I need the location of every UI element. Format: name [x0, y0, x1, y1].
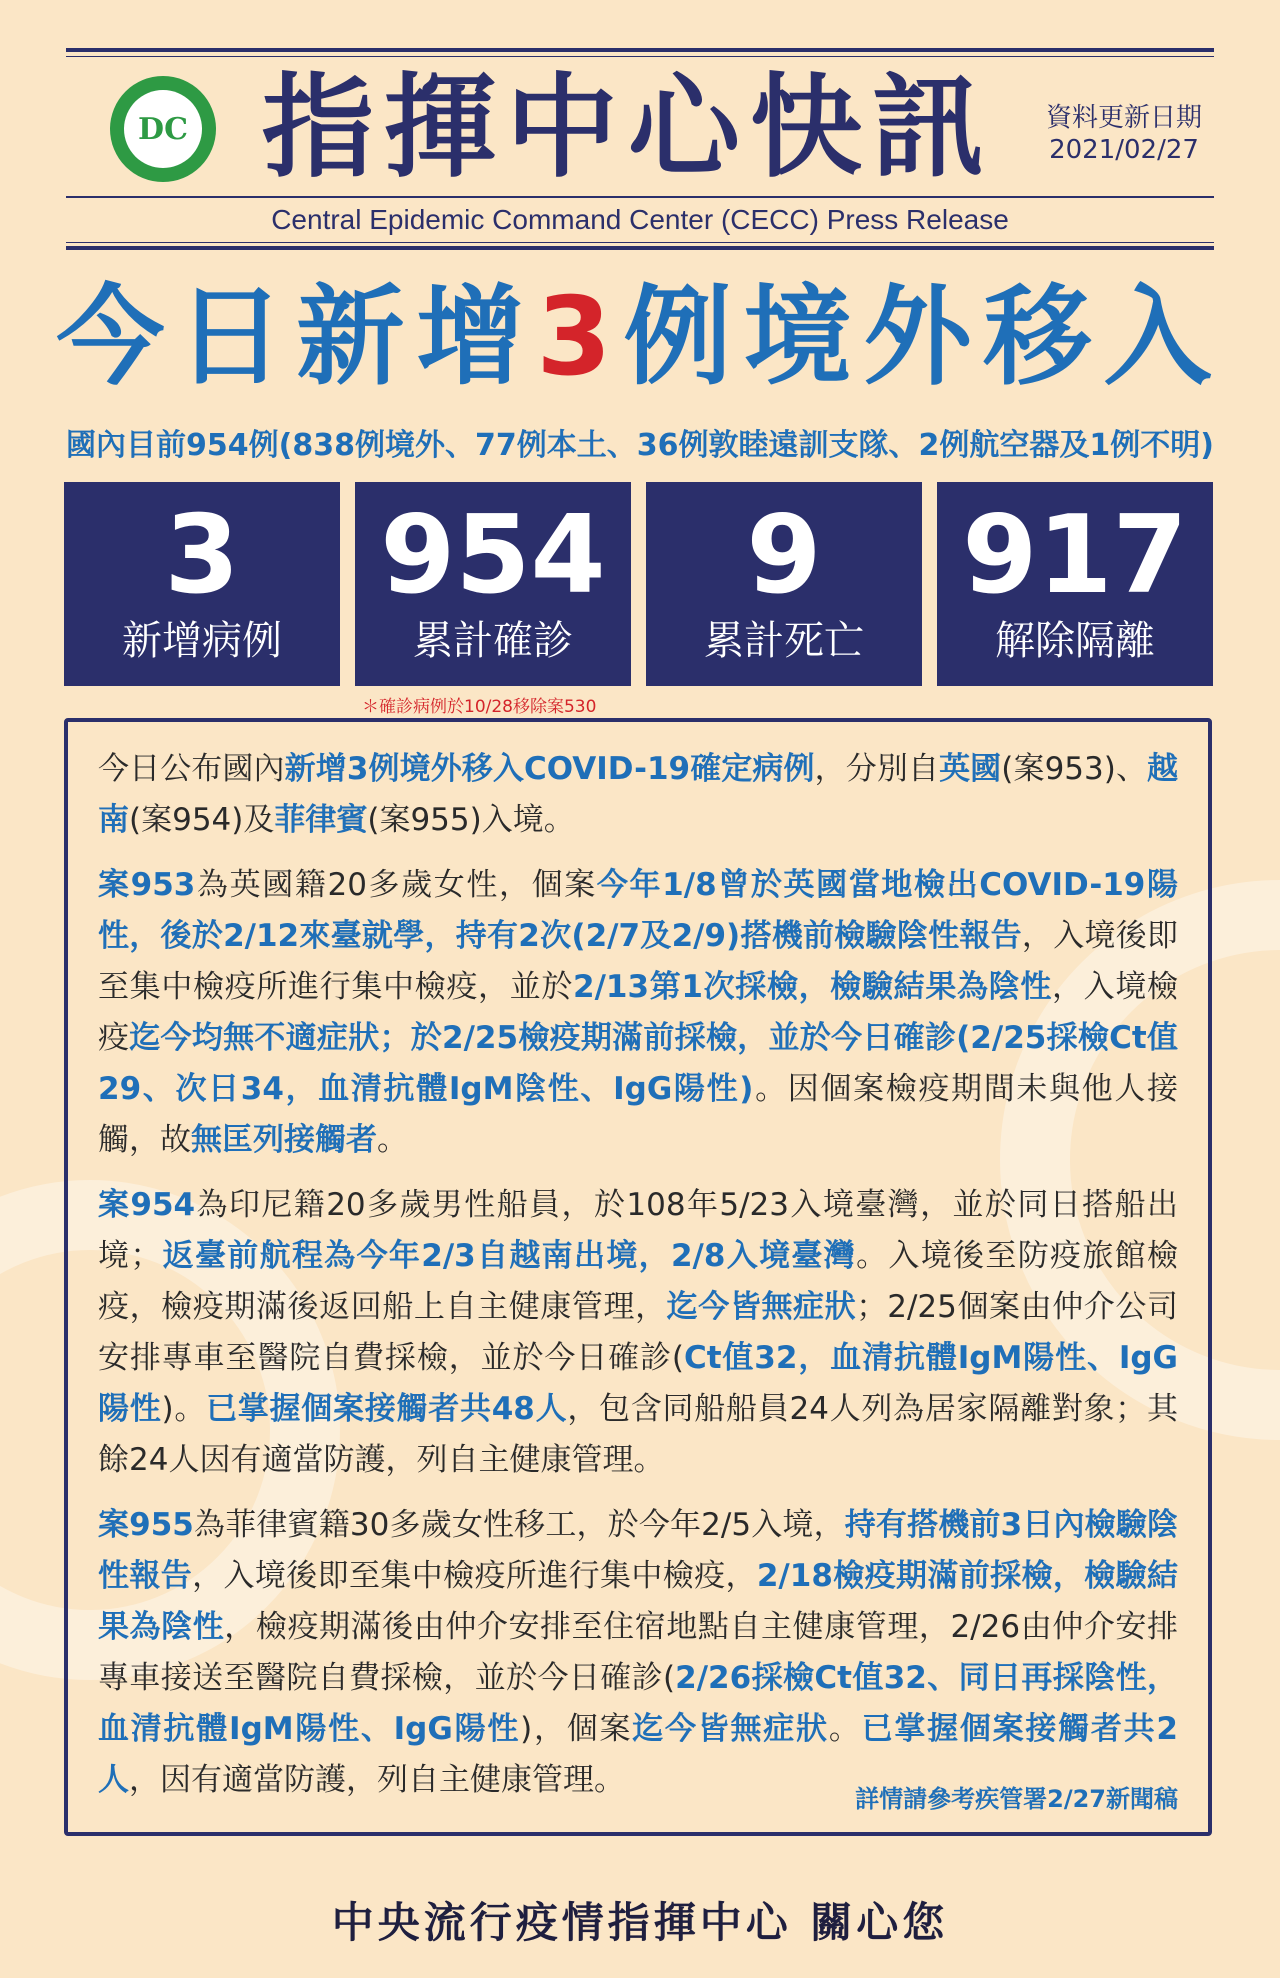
headline-prefix: 今日新增 [56, 275, 537, 400]
cdc-logo-icon [110, 76, 216, 182]
highlighted-text: 2/18檢疫期滿前採檢，檢驗結果為陰性 [98, 1558, 1179, 1645]
stat-value: 9 [746, 493, 822, 618]
highlighted-text: 迄今皆無症狀 [632, 1711, 829, 1747]
body-text: 。 [377, 1122, 408, 1158]
highlighted-text: 越南 [98, 751, 1179, 838]
footer-slogan: 中央流行疫情指揮中心 關心您 [331, 1898, 949, 1947]
headline-number: 3 [536, 275, 624, 400]
body-text: (案954)及 [129, 802, 275, 838]
highlighted-text: 2/13第1次採檢，檢驗結果為陰性 [573, 969, 1052, 1005]
paragraph-case-953 [98, 860, 1178, 1166]
stat-label: 累計死亡 [704, 618, 864, 664]
highlighted-text: 菲律賓 [274, 802, 368, 838]
body-text: 為菲律賓籍30多歲女性移工，於今年2/5入境， [193, 1507, 845, 1543]
highlighted-text: Ct值32，血清抗體IgM陽性、IgG陽性 [98, 1340, 1179, 1427]
stat-label: 解除隔離 [995, 618, 1155, 664]
highlighted-text: 今年1/8曾於英國當地檢出COVID-19陽性，後於2/12來臺就學，持有2次(2/7及2/9)搭機前檢驗陰性報告 [98, 867, 1178, 954]
body-text: )。 [161, 1391, 207, 1427]
headline-suffix: 例境外移入 [623, 275, 1224, 400]
highlighted-text: 案954 [98, 1187, 196, 1223]
body-text: ，入境檢疫 [98, 969, 1179, 1056]
highlighted-text: 案955 [98, 1507, 194, 1543]
header-rule-top [66, 48, 1214, 52]
stat-value: 954 [380, 493, 606, 618]
body-text: 為印尼籍20多歲男性船員，於108年5/23入境臺灣，並於同日搭船出境； [98, 1187, 1178, 1274]
page-title: 指揮中心快訊 [262, 63, 994, 193]
body-text: 為英國籍20多歲女性，個案 [195, 867, 597, 903]
stat-new-cases [64, 482, 340, 686]
stat-label: 累計確診 [413, 618, 573, 664]
stat-total-deaths [646, 482, 922, 686]
body-text: (案955)入境。 [367, 802, 575, 838]
stat-released [937, 482, 1213, 686]
body-text: ，分別自 [814, 751, 940, 787]
update-date-box [1034, 102, 1214, 166]
header-subtitle: Central Epidemic Command Center (CECC) Press Release [271, 204, 1009, 235]
body-text: ；2/25個案由仲介公司安排專車至醫院自費採檢，並於今日確診( [98, 1289, 1178, 1376]
highlighted-text: 已掌握個案接觸者共2人 [98, 1711, 1178, 1798]
body-text: ，入境後即至集中檢疫所進行集中檢疫，並於 [98, 918, 1179, 1005]
cdc-logo-text: DC [124, 90, 202, 168]
body-text: (案953)、 [1001, 751, 1148, 787]
paragraph-overview [98, 744, 1178, 846]
body-text: ，包含同船船員24人列為居家隔離對象；其餘24人因有適當防護，列自主健康管理。 [98, 1391, 1179, 1478]
stat-note: ＊確診病例於10/28移除案530 [362, 697, 597, 717]
highlighted-text: 返臺前航程為今年2/3自越南出境，2/8入境臺灣 [161, 1238, 857, 1274]
stat-value: 3 [164, 493, 240, 618]
paragraph-case-954 [98, 1180, 1178, 1486]
header-rule-top-thin [66, 56, 1214, 57]
highlighted-text: 已掌握個案接觸者共48人 [206, 1391, 568, 1427]
highlighted-text: 迄今均無不適症狀；於2/25檢疫期滿前採檢，並於今日確診(2/25採檢Ct值29、次日34，血清抗體IgM陰性、IgG陽性) [98, 1020, 1178, 1107]
highlighted-text: 迄今皆無症狀 [666, 1289, 857, 1325]
highlighted-text: 2/26採檢Ct值32、同日再採陰性，血清抗體IgM陽性、IgG陽性 [98, 1660, 1178, 1747]
paragraph-case-955 [98, 1500, 1178, 1806]
body-text: 今日公布國內 [98, 751, 285, 787]
body-text: 。入境後至防疫旅館檢疫，檢疫期滿後返回船上自主健康管理， [98, 1238, 1178, 1325]
header-rule-bottom-thin [66, 242, 1214, 243]
press-body [64, 718, 1212, 1836]
header-rule-bottom [66, 246, 1214, 250]
body-text: ，因有適當防護，列自主健康管理。 [129, 1762, 625, 1798]
case-summary: 國內目前954例(838例境外、77例本土、36例敦睦遠訓支隊、2例航空器及1例不明) [66, 428, 1214, 463]
highlighted-text: 案953 [98, 867, 196, 903]
body-text: ，檢疫期滿後由仲介安排至住宿地點自主健康管理，2/26由仲介安排專車接送至醫院自費採檢，並於今日確診( [98, 1609, 1178, 1696]
highlighted-text: 無匡列接觸者 [191, 1122, 377, 1158]
body-text: 。因個案檢疫期間未與他人接觸，故 [98, 1071, 1178, 1158]
update-date: 2021/02/27 [1049, 135, 1199, 165]
stat-value: 917 [962, 493, 1188, 618]
highlighted-text: 新增3例境外移入COVID-19確定病例 [284, 751, 815, 787]
body-text: )，個案 [520, 1711, 633, 1747]
stat-total-confirmed [355, 482, 631, 686]
reference-note: 詳情請參考疾管署2/27新聞稿 [855, 1785, 1178, 1813]
update-label: 資料更新日期 [1045, 103, 1202, 133]
highlighted-text: 英國 [939, 751, 1002, 787]
stat-label: 新增病例 [122, 618, 282, 664]
highlighted-text: 持有搭機前3日內檢驗陰性報告 [98, 1507, 1178, 1594]
body-text: 。 [828, 1711, 862, 1747]
headline [40, 275, 1240, 400]
body-text: ，入境後即至集中檢疫所進行集中檢疫， [192, 1558, 757, 1594]
